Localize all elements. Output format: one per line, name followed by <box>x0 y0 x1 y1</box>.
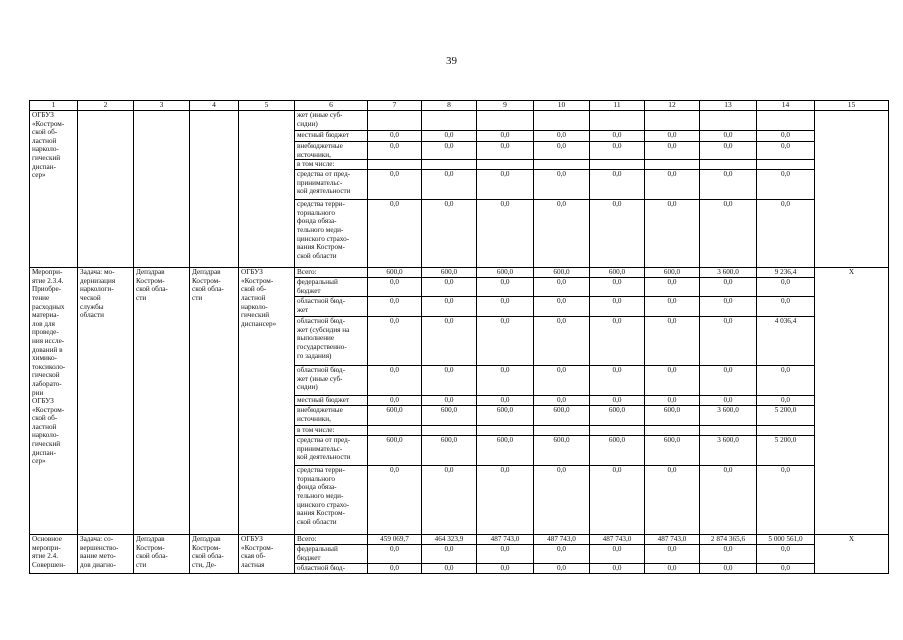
amount-cell: 0,0 <box>422 545 477 564</box>
amount-cell: 0,0 <box>422 564 477 574</box>
amount-cell: 0,0 <box>368 366 422 396</box>
column-number: 5 <box>239 101 295 111</box>
amount-cell: 600,0 <box>422 268 477 278</box>
amount-cell: 0,0 <box>368 200 422 268</box>
amount-cell <box>700 160 757 170</box>
amount-cell: 459 069,7 <box>368 535 422 545</box>
amount-cell: 0,0 <box>757 466 815 535</box>
funding-source-cell: федеральный бюджет <box>295 545 368 564</box>
amount-cell: 0,0 <box>477 297 534 317</box>
amount-cell: 0,0 <box>645 200 700 268</box>
column-number: 3 <box>134 101 190 111</box>
amount-cell: 0,0 <box>757 564 815 574</box>
amount-cell <box>368 111 422 131</box>
amount-cell <box>590 160 645 170</box>
responsible-cell <box>134 111 190 268</box>
column-number: 14 <box>757 101 815 111</box>
amount-cell: 0,0 <box>700 297 757 317</box>
budget-table <box>29 100 889 574</box>
amount-cell: 0,0 <box>757 200 815 268</box>
amount-cell: 0,0 <box>757 396 815 406</box>
funding-source-cell: в том числе: <box>295 426 368 436</box>
amount-cell: 0,0 <box>757 366 815 396</box>
amount-cell: 0,0 <box>477 278 534 297</box>
funding-source-cell: Всего: <box>295 268 368 278</box>
amount-cell: 0,0 <box>700 366 757 396</box>
column-number: 13 <box>700 101 757 111</box>
amount-cell: 464 323,9 <box>422 535 477 545</box>
table-row <box>30 535 889 545</box>
amount-cell: 600,0 <box>368 436 422 466</box>
amount-cell: 0,0 <box>590 317 645 366</box>
amount-cell: 600,0 <box>477 436 534 466</box>
amount-cell: 0,0 <box>700 278 757 297</box>
amount-cell: 0,0 <box>534 131 590 142</box>
result-cell: Х <box>815 535 889 574</box>
amount-cell: 0,0 <box>645 317 700 366</box>
amount-cell: 600,0 <box>368 268 422 278</box>
result-cell: Х <box>815 268 889 535</box>
amount-cell: 0,0 <box>477 142 534 160</box>
amount-cell: 600,0 <box>422 436 477 466</box>
amount-cell: 0,0 <box>700 545 757 564</box>
column-number-row <box>30 101 889 111</box>
column-number: 12 <box>645 101 700 111</box>
coexecutor-cell <box>190 111 239 268</box>
amount-cell: 0,0 <box>368 170 422 200</box>
amount-cell: 3 600,0 <box>700 436 757 466</box>
funding-source-cell: средства от пред- принимательс- кой деятельности <box>295 170 368 200</box>
task-cell: Задача: со- вершенство- вание мето- дов диагно- <box>78 535 134 574</box>
amount-cell <box>757 111 815 131</box>
table-row <box>30 111 889 131</box>
amount-cell <box>645 111 700 131</box>
funding-source-cell: местный бюджет <box>295 131 368 142</box>
amount-cell: 600,0 <box>590 406 645 426</box>
amount-cell: 0,0 <box>590 131 645 142</box>
amount-cell <box>368 160 422 170</box>
amount-cell: 0,0 <box>534 142 590 160</box>
amount-cell: 2 874 365,6 <box>700 535 757 545</box>
amount-cell <box>700 426 757 436</box>
amount-cell: 0,0 <box>590 200 645 268</box>
amount-cell <box>534 111 590 131</box>
amount-cell: 0,0 <box>534 564 590 574</box>
participant-cell: ОГБУЗ «Костром- ская об- ластная <box>239 535 295 574</box>
amount-cell: 487 743,0 <box>590 535 645 545</box>
amount-cell: 0,0 <box>645 545 700 564</box>
amount-cell: 0,0 <box>368 545 422 564</box>
amount-cell: 0,0 <box>645 297 700 317</box>
amount-cell: 0,0 <box>645 131 700 142</box>
table-row <box>30 268 889 278</box>
column-number: 11 <box>590 101 645 111</box>
amount-cell: 0,0 <box>368 564 422 574</box>
funding-source-cell: средства терри- ториального фонда обяза- тельного меди- цинского страхо- вания Костром- ской области <box>295 200 368 268</box>
amount-cell <box>534 426 590 436</box>
amount-cell <box>645 426 700 436</box>
amount-cell: 600,0 <box>590 436 645 466</box>
amount-cell: 0,0 <box>368 466 422 535</box>
amount-cell: 0,0 <box>534 278 590 297</box>
amount-cell: 0,0 <box>645 396 700 406</box>
funding-source-cell: Всего: <box>295 535 368 545</box>
funding-source-cell: областной бюд- жет (иные суб- сидии) <box>295 366 368 396</box>
amount-cell <box>477 160 534 170</box>
funding-source-cell: внебюджетные источники, <box>295 406 368 426</box>
coexecutor-cell: Депздрав Костром- ской обла- сти, Де- <box>190 535 239 574</box>
amount-cell: 0,0 <box>477 317 534 366</box>
amount-cell: 0,0 <box>534 396 590 406</box>
amount-cell: 0,0 <box>590 366 645 396</box>
amount-cell <box>477 426 534 436</box>
amount-cell: 3 600,0 <box>700 406 757 426</box>
amount-cell: 600,0 <box>590 268 645 278</box>
amount-cell: 3 600,0 <box>700 268 757 278</box>
column-number: 7 <box>368 101 422 111</box>
amount-cell: 600,0 <box>422 406 477 426</box>
amount-cell <box>700 111 757 131</box>
amount-cell: 0,0 <box>590 170 645 200</box>
amount-cell: 0,0 <box>422 396 477 406</box>
amount-cell: 0,0 <box>590 297 645 317</box>
amount-cell: 5 000 561,0 <box>757 535 815 545</box>
amount-cell: 0,0 <box>477 131 534 142</box>
amount-cell: 0,0 <box>645 564 700 574</box>
amount-cell: 0,0 <box>477 170 534 200</box>
amount-cell: 0,0 <box>700 142 757 160</box>
table-body <box>30 101 889 574</box>
amount-cell: 0,0 <box>422 142 477 160</box>
amount-cell: 0,0 <box>422 317 477 366</box>
amount-cell: 0,0 <box>590 142 645 160</box>
amount-cell <box>477 111 534 131</box>
column-number: 9 <box>477 101 534 111</box>
event-name-cell: Меропри- ятие 2.3.4. Приобре- тение расходных материа- лов для проведе- ния иссле- дований в химико- токсиколо- гической лаборато- рии ОГБУЗ «Костром- ской об- ластной нарколо- гический диспан- сер» <box>30 268 78 535</box>
amount-cell: 0,0 <box>368 317 422 366</box>
amount-cell: 0,0 <box>534 366 590 396</box>
amount-cell: 0,0 <box>368 396 422 406</box>
amount-cell: 5 200,0 <box>757 406 815 426</box>
column-number: 6 <box>295 101 368 111</box>
amount-cell: 0,0 <box>645 142 700 160</box>
amount-cell: 0,0 <box>422 170 477 200</box>
funding-source-cell: областной бюд- жет <box>295 297 368 317</box>
amount-cell: 0,0 <box>422 278 477 297</box>
amount-cell: 0,0 <box>700 131 757 142</box>
column-number: 10 <box>534 101 590 111</box>
amount-cell: 4 036,4 <box>757 317 815 366</box>
coexecutor-cell: Депздрав Костром- ской обла- сти <box>190 268 239 535</box>
amount-cell: 0,0 <box>645 366 700 396</box>
amount-cell: 0,0 <box>477 366 534 396</box>
amount-cell: 0,0 <box>590 545 645 564</box>
funding-source-cell: средства от пред- принимательс- кой деятельности <box>295 436 368 466</box>
amount-cell: 0,0 <box>477 466 534 535</box>
amount-cell: 0,0 <box>700 396 757 406</box>
amount-cell: 0,0 <box>534 297 590 317</box>
amount-cell <box>590 426 645 436</box>
task-cell: Задача: мо- дернизация наркологи- ческой службы области <box>78 268 134 535</box>
amount-cell: 0,0 <box>757 170 815 200</box>
event-name-cell: ОГБУЗ «Костром- ской об- ластной нарколо- гический диспан- сер» <box>30 111 78 268</box>
amount-cell: 0,0 <box>757 131 815 142</box>
amount-cell: 0,0 <box>477 396 534 406</box>
amount-cell <box>368 426 422 436</box>
amount-cell: 9 236,4 <box>757 268 815 278</box>
amount-cell: 0,0 <box>700 170 757 200</box>
responsible-cell: Депздрав Костром- ской обла- сти <box>134 535 190 574</box>
funding-source-cell: местный бюджет <box>295 396 368 406</box>
participant-cell: ОГБУЗ «Костром- ской об- ластной нарколо- гический диспансер» <box>239 268 295 535</box>
result-cell <box>815 111 889 268</box>
amount-cell: 0,0 <box>534 545 590 564</box>
amount-cell: 0,0 <box>645 278 700 297</box>
amount-cell: 5 200,0 <box>757 436 815 466</box>
funding-source-cell: в том числе: <box>295 160 368 170</box>
amount-cell: 0,0 <box>757 278 815 297</box>
amount-cell: 0,0 <box>590 564 645 574</box>
amount-cell <box>757 426 815 436</box>
amount-cell: 0,0 <box>477 545 534 564</box>
amount-cell: 600,0 <box>534 436 590 466</box>
amount-cell <box>422 111 477 131</box>
amount-cell: 0,0 <box>422 200 477 268</box>
amount-cell: 487 743,0 <box>477 535 534 545</box>
page-number: 39 <box>446 55 457 67</box>
amount-cell: 0,0 <box>477 564 534 574</box>
amount-cell: 0,0 <box>368 131 422 142</box>
amount-cell: 600,0 <box>368 406 422 426</box>
amount-cell <box>645 160 700 170</box>
amount-cell: 0,0 <box>534 317 590 366</box>
participant-cell <box>239 111 295 268</box>
funding-source-cell: областной бюд- жет (субсидия на выполнение государственно- го задания) <box>295 317 368 366</box>
amount-cell: 0,0 <box>700 466 757 535</box>
funding-source-cell: жет (иные суб- сидии) <box>295 111 368 131</box>
amount-cell: 0,0 <box>590 396 645 406</box>
funding-source-cell: федеральный бюджет <box>295 278 368 297</box>
amount-cell: 0,0 <box>645 170 700 200</box>
funding-source-cell: средства терри- ториального фонда обяза- тельного меди- цинского страхо- вания Костром- ской области <box>295 466 368 535</box>
amount-cell: 600,0 <box>477 406 534 426</box>
amount-cell: 0,0 <box>368 278 422 297</box>
amount-cell: 0,0 <box>757 297 815 317</box>
amount-cell: 0,0 <box>534 200 590 268</box>
amount-cell: 0,0 <box>757 142 815 160</box>
amount-cell <box>757 160 815 170</box>
amount-cell: 600,0 <box>645 406 700 426</box>
amount-cell: 0,0 <box>368 142 422 160</box>
amount-cell: 0,0 <box>368 297 422 317</box>
amount-cell: 600,0 <box>645 436 700 466</box>
amount-cell: 600,0 <box>477 268 534 278</box>
amount-cell: 0,0 <box>700 564 757 574</box>
amount-cell: 0,0 <box>757 545 815 564</box>
amount-cell <box>590 111 645 131</box>
column-number: 4 <box>190 101 239 111</box>
event-name-cell: Основное меропри- ятие 2.4. Совершен- <box>30 535 78 574</box>
amount-cell <box>534 160 590 170</box>
amount-cell: 0,0 <box>534 170 590 200</box>
amount-cell: 0,0 <box>422 297 477 317</box>
funding-source-cell: областной бюд- <box>295 564 368 574</box>
column-number: 15 <box>815 101 889 111</box>
column-number: 1 <box>30 101 78 111</box>
amount-cell: 0,0 <box>590 466 645 535</box>
amount-cell: 487 743,0 <box>534 535 590 545</box>
funding-source-cell: внебюджетные источники, <box>295 142 368 160</box>
column-number: 2 <box>78 101 134 111</box>
task-cell <box>78 111 134 268</box>
amount-cell <box>422 426 477 436</box>
amount-cell: 0,0 <box>477 200 534 268</box>
amount-cell: 487 743,0 <box>645 535 700 545</box>
column-number: 8 <box>422 101 477 111</box>
amount-cell: 0,0 <box>422 466 477 535</box>
amount-cell: 600,0 <box>534 268 590 278</box>
amount-cell: 0,0 <box>700 317 757 366</box>
amount-cell: 0,0 <box>422 131 477 142</box>
amount-cell: 0,0 <box>534 466 590 535</box>
amount-cell: 600,0 <box>645 268 700 278</box>
amount-cell: 600,0 <box>534 406 590 426</box>
responsible-cell: Депздрав Костром- ской обла- сти <box>134 268 190 535</box>
amount-cell: 0,0 <box>422 366 477 396</box>
amount-cell <box>422 160 477 170</box>
amount-cell: 0,0 <box>645 466 700 535</box>
amount-cell: 0,0 <box>700 200 757 268</box>
amount-cell: 0,0 <box>590 278 645 297</box>
